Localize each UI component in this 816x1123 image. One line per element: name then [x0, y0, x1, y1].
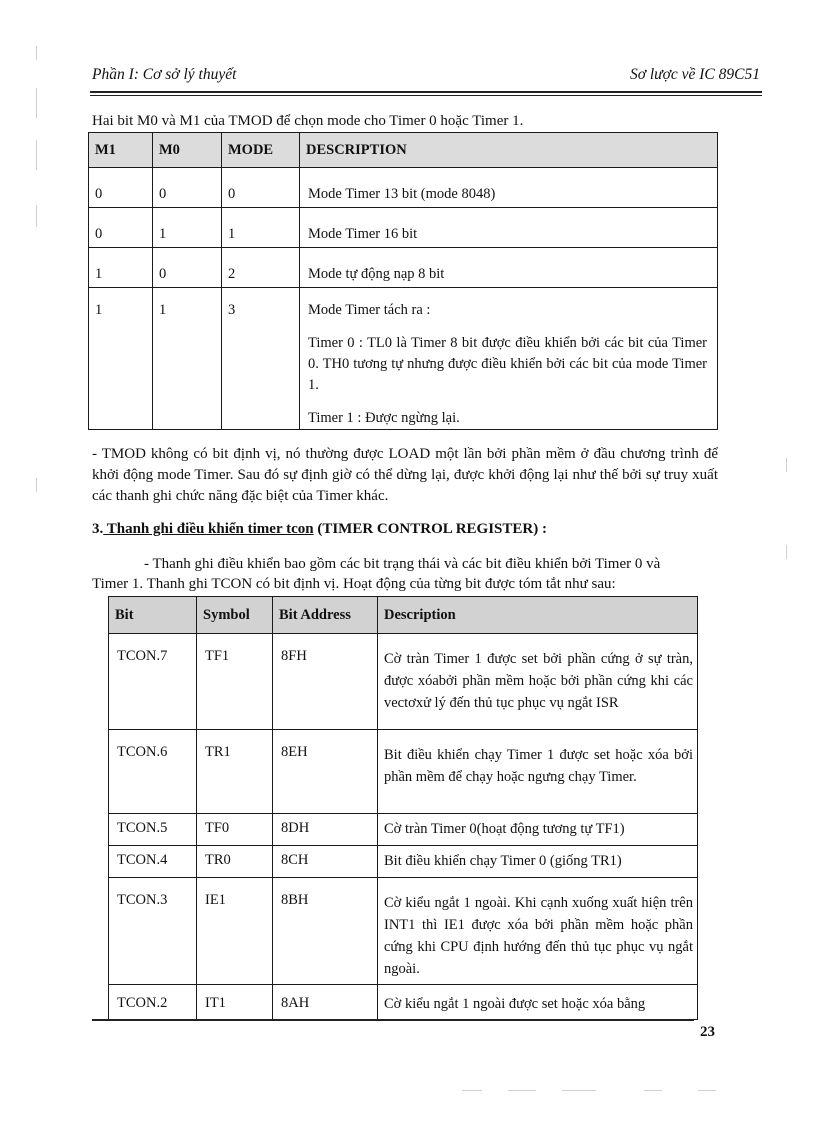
cell-address: 8DH: [273, 814, 378, 846]
table-row: [89, 288, 718, 430]
cell-description: Mode Timer 16 bit: [300, 208, 718, 248]
table-row: [109, 634, 698, 730]
cell-symbol-text: IT1: [205, 995, 226, 1011]
cell-mode: 1: [222, 208, 300, 248]
cell-description: Cờ tràn Timer 1 được set bởi phần cứng ở sự tràn, được xóabởi phần mềm hoặc bởi phần cứng khi các vectơxử lý đến thủ tục phục vụ ngắt ISR: [378, 634, 698, 730]
cell-bit: [109, 985, 197, 1020]
cell-address-text: 8AH: [281, 995, 310, 1011]
cell-m1: 1: [89, 288, 153, 430]
cell-description: Bit điều khiển chạy Timer 0 (giống TR1): [378, 846, 698, 878]
section-number: 3.: [92, 521, 104, 537]
cell-bit: TCON.3: [109, 878, 197, 985]
cell-address: 8CH: [273, 846, 378, 878]
table-header-row: [109, 597, 698, 634]
header-rule-thin: [90, 95, 762, 96]
col-header: DESCRIPTION: [300, 133, 718, 168]
mode3-timer0: Timer 0 : TL0 là Timer 8 bit được điều khiển bởi các bit của Timer 0. TH0 tương tự nhưng được điều khiển bởi các bit của mode Timer 1.: [308, 335, 707, 393]
cell-description: [300, 288, 718, 430]
cell-description: Mode Timer 13 bit (mode 8048): [300, 168, 718, 208]
page-header: [92, 66, 760, 88]
cell-m0: 0: [153, 168, 222, 208]
cell-m1: 0: [89, 168, 153, 208]
scan-mark: [36, 46, 37, 60]
cell-symbol: IE1: [197, 878, 273, 985]
scan-mark: [786, 545, 787, 559]
cell-description: Bit điều khiển chạy Timer 1 được set hoặc xóa bởi phần mềm để chạy hoặc ngưng chạy Timer.: [378, 730, 698, 814]
header-rule: [90, 91, 762, 93]
tmod-mode-table: [88, 132, 718, 430]
cell-description: Cờ kiểu ngắt 1 ngoài. Khi cạnh xuống xuất hiện trên INT1 thì IE1 được xóa bởi phần mềm hoặc phần cứng khi CPU định hướng đến thủ tục phục vụ ngắt ngoài.: [378, 878, 698, 985]
tcon-table: [108, 596, 698, 1020]
table-row: [109, 878, 698, 985]
intro-text: Hai bit M0 và M1 của TMOD để chọn mode cho Timer 0 hoặc Timer 1.: [92, 113, 524, 129]
cell-mode: 3: [222, 288, 300, 430]
cell-address: [273, 985, 378, 1020]
cell-mode: 2: [222, 248, 300, 288]
scan-mark: [508, 1090, 536, 1091]
cell-symbol: TR1: [197, 730, 273, 814]
col-header: M1: [89, 133, 153, 168]
cell-m1: 1: [89, 248, 153, 288]
scan-mark: [644, 1090, 662, 1091]
scan-mark: [36, 478, 37, 492]
col-header: MODE: [222, 133, 300, 168]
cell-m0: 1: [153, 208, 222, 248]
table-row: [89, 248, 718, 288]
scan-mark: [786, 458, 787, 472]
table-row: [109, 730, 698, 814]
header-right: Sơ lược về IC 89C51: [629, 66, 760, 83]
tcon-paragraph-line2: Timer 1. Thanh ghi TCON có bit định vị. Hoạt động của từng bit được tóm tắt như sau:: [92, 576, 616, 592]
table-row: [109, 846, 698, 878]
cell-m0: 1: [153, 288, 222, 430]
tcon-paragraph-line1: - Thanh ghi điều khiển bao gồm các bit trạng thái và các bit điều khiển bởi Timer 0 và: [144, 556, 661, 572]
col-header: Bit: [109, 597, 197, 634]
cell-symbol: TF1: [197, 634, 273, 730]
mode3-title: Mode Timer tách ra :: [308, 302, 431, 318]
col-header: Symbol: [197, 597, 273, 634]
cell-description: Mode tự động nạp 8 bit: [300, 248, 718, 288]
table-row: [89, 168, 718, 208]
scan-mark: [36, 88, 37, 118]
table-header-row: [89, 133, 718, 168]
scan-mark: [562, 1090, 596, 1091]
cell-symbol: TF0: [197, 814, 273, 846]
cell-mode: 0: [222, 168, 300, 208]
cell-bit: TCON.4: [109, 846, 197, 878]
section-title: Thanh ghi điều khiển timer tcon: [103, 521, 314, 537]
page-number: 23: [700, 1024, 715, 1040]
col-header: Description: [378, 597, 698, 634]
col-header: M0: [153, 133, 222, 168]
tmod-paragraph: - TMOD không có bit định vị, nó thường được LOAD một lần bởi phần mềm ở đầu chương trình để khởi động mode Timer. Sau đó sự định giờ có thể dừng lại, được khởi động lại như thế bởi sự truy xuất các thanh ghi chức năng đặc biệt của Timer khác.: [92, 446, 718, 504]
cell-bit: TCON.5: [109, 814, 197, 846]
section-heading: [92, 519, 547, 539]
cell-description: [378, 985, 698, 1020]
cell-m0: 0: [153, 248, 222, 288]
scan-mark: [36, 205, 37, 227]
cell-address: 8EH: [273, 730, 378, 814]
cell-bit: TCON.7: [109, 634, 197, 730]
cell-description: Cờ tràn Timer 0(hoạt động tương tự TF1): [378, 814, 698, 846]
table-row: [109, 814, 698, 846]
mode3-timer1: Timer 1 : Được ngừng lại.: [308, 410, 460, 426]
cell-symbol: TR0: [197, 846, 273, 878]
section-subtitle: (TIMER CONTROL REGISTER) :: [313, 521, 547, 537]
scan-mark: [698, 1090, 716, 1091]
cell-address: 8FH: [273, 634, 378, 730]
footer-rule: [92, 1019, 694, 1021]
header-left: Phần I: Cơ sở lý thuyết: [92, 66, 237, 83]
cell-bit-text: TCON.2: [117, 995, 168, 1011]
cell-bit: TCON.6: [109, 730, 197, 814]
scan-mark: [462, 1090, 482, 1091]
table-row: [109, 985, 698, 1020]
scan-mark: [36, 140, 37, 170]
cell-description-text: Cờ kiểu ngắt 1 ngoài được set hoặc xóa bằng: [384, 996, 646, 1012]
table-row: [89, 208, 718, 248]
col-header: Bit Address: [273, 597, 378, 634]
cell-m1: 0: [89, 208, 153, 248]
cell-symbol: [197, 985, 273, 1020]
cell-address: 8BH: [273, 878, 378, 985]
